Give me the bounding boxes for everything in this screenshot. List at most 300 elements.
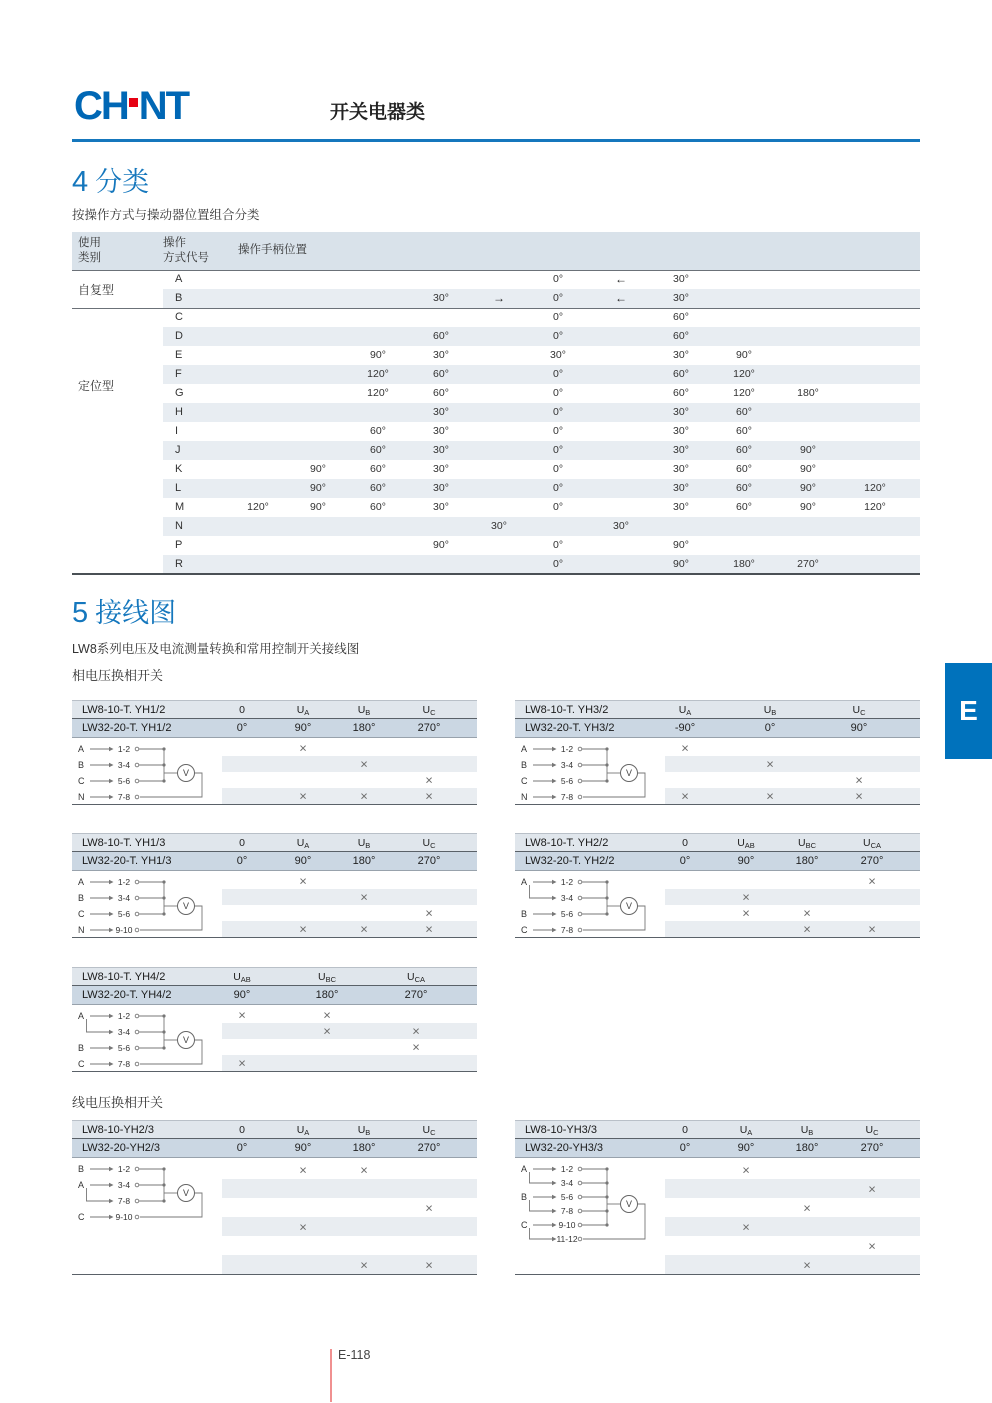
column-angle: 0° — [679, 855, 691, 867]
class-table-row — [72, 346, 920, 365]
handle-angle-value: 0° — [552, 330, 564, 342]
mark-row-stripe — [665, 740, 920, 756]
contact-closed-mark: × — [742, 1162, 750, 1177]
wiring-schematic — [519, 740, 669, 806]
mark-row-stripe — [222, 1198, 477, 1217]
section4-title — [72, 160, 149, 199]
block-header-angles — [72, 719, 477, 738]
phase-label: B — [521, 909, 528, 920]
block-header-angles — [72, 852, 477, 871]
handle-angle-value: 90° — [736, 349, 752, 361]
column-label: $U_{AB}$ — [737, 837, 755, 850]
handle-angle-value: 60° — [370, 482, 386, 494]
section5-subtitle: LW8系列电压及电流测量转换和常用控制开关接线图 — [72, 642, 360, 656]
handle-angle-value: 120° — [733, 387, 755, 399]
contact-label: 9-10 — [115, 925, 133, 936]
header-op-line1: 操作 — [163, 237, 186, 249]
model-name-top: LW8-10-T. YH1/3 — [82, 837, 166, 849]
wiring-block-yh32 — [515, 700, 920, 804]
phase-label: N — [521, 792, 528, 803]
phase-label: C — [521, 925, 528, 936]
logo-text-right: NT — [138, 84, 189, 128]
class-table-row — [72, 441, 920, 460]
column-label: $U_C$ — [865, 1124, 879, 1137]
svg-text:V: V — [182, 768, 190, 779]
contact-label: 5-6 — [117, 909, 131, 920]
handle-angle-value: 60° — [736, 482, 752, 494]
block-bottom-line — [515, 1274, 920, 1275]
handle-angle-value: 60° — [673, 368, 689, 380]
phase-label: B — [521, 760, 528, 771]
handle-angle-value: 30° — [433, 482, 449, 494]
column-angle: -90° — [674, 722, 696, 734]
column-label: $U_C$ — [422, 1124, 436, 1137]
mark-row-stripe — [665, 921, 920, 937]
section4-number: 4 — [72, 166, 89, 198]
mark-row-stripe — [222, 873, 477, 889]
model-name-bottom: LW32-20-T. YH1/2 — [82, 722, 172, 734]
column-angle: 0° — [236, 855, 248, 867]
contact-closed-mark: × — [299, 921, 307, 937]
contact-closed-mark: × — [238, 1007, 246, 1023]
column-label: 0 — [239, 837, 245, 849]
block-header-angles — [515, 852, 920, 871]
handle-angle-value: 90° — [800, 444, 816, 456]
handle-angle-value: 90° — [673, 558, 689, 570]
handle-angle-value: 30° — [613, 520, 629, 532]
wiring-schematic — [519, 873, 669, 939]
section4-title-text: 分类 — [95, 167, 150, 197]
contact-closed-mark: × — [425, 772, 433, 788]
contact-label: 3-4 — [117, 1027, 131, 1038]
row-shade — [163, 365, 920, 384]
column-label: $U_{BC}$ — [797, 837, 817, 850]
model-name-top: LW8-10-T. YH2/2 — [525, 837, 609, 849]
mark-row-stripe — [222, 889, 477, 905]
table-line-bottom — [72, 573, 920, 575]
handle-angle-value: 90° — [310, 482, 326, 494]
classification-table-header — [72, 232, 920, 270]
wiring-schematic — [76, 873, 226, 939]
mark-row-stripe — [665, 873, 920, 889]
phase-label: N — [78, 925, 85, 936]
phase-voltage-group-label: 相电压换相开关 — [72, 668, 164, 683]
phase-label: A — [78, 1011, 85, 1022]
phase-label: A — [78, 1180, 85, 1191]
mark-row-stripe — [665, 1160, 920, 1179]
contact-closed-mark: × — [803, 905, 811, 921]
svg-text:V: V — [182, 901, 190, 912]
contact-closed-mark: × — [299, 873, 307, 889]
handle-angle-value: 180° — [733, 558, 755, 570]
handle-angle-value: 30° — [491, 520, 507, 532]
mark-row-stripe — [222, 1007, 477, 1023]
handle-angle-value: 0° — [552, 463, 564, 475]
operation-code: D — [175, 330, 183, 342]
class-table-row — [72, 289, 920, 308]
contact-closed-mark: × — [742, 889, 750, 905]
contact-closed-mark: × — [681, 788, 689, 804]
contact-label: 5-6 — [117, 776, 131, 787]
contact-closed-mark: × — [766, 756, 774, 772]
column-angle: 90° — [233, 989, 251, 1001]
row-shade — [163, 517, 920, 536]
direction-arrow-icon: ← — [615, 271, 627, 286]
column-label: $U_C$ — [422, 704, 436, 717]
contact-closed-mark: × — [360, 756, 368, 772]
class-table-row — [72, 517, 920, 536]
contact-closed-mark: × — [868, 921, 876, 937]
column-angle: 0° — [236, 1142, 248, 1154]
contact-closed-mark: × — [742, 905, 750, 921]
contact-closed-mark: × — [425, 1257, 433, 1272]
column-label: $U_A$ — [296, 1124, 310, 1137]
phase-label: C — [78, 1212, 85, 1223]
operation-code: B — [175, 292, 183, 304]
phase-label: A — [521, 877, 528, 888]
contact-closed-mark: × — [425, 788, 433, 804]
handle-angle-value: 30° — [433, 444, 449, 456]
operation-code: H — [175, 406, 183, 418]
contact-label: 5-6 — [560, 776, 574, 787]
column-angle: 270° — [417, 722, 441, 734]
mark-row-stripe — [222, 1236, 477, 1255]
contact-closed-mark: × — [412, 1039, 420, 1055]
handle-angle-value: 60° — [433, 368, 449, 380]
column-label: $U_{BC}$ — [317, 971, 337, 984]
contact-label: 3-4 — [117, 760, 131, 771]
mark-row-stripe — [665, 1255, 920, 1274]
classification-table — [72, 232, 920, 574]
svg-text:V: V — [182, 1035, 190, 1046]
column-label: $U_A$ — [296, 837, 310, 850]
side-tab-e: E — [945, 663, 992, 759]
mark-row-stripe — [665, 889, 920, 905]
operation-code: F — [175, 368, 182, 380]
model-name-bottom: LW32-20-T. YH4/2 — [82, 989, 172, 1001]
handle-angle-value: 120° — [864, 482, 886, 494]
wiring-schematic — [76, 740, 226, 806]
contact-label: 5-6 — [560, 1192, 574, 1203]
phase-label: C — [521, 776, 528, 787]
contact-closed-mark: × — [360, 889, 368, 905]
contact-label: 1-2 — [117, 877, 131, 888]
phase-label: A — [521, 1164, 528, 1175]
operation-code: E — [175, 349, 183, 361]
operation-code: K — [175, 463, 183, 475]
column-angle: 270° — [860, 855, 884, 867]
contact-closed-mark: × — [360, 921, 368, 937]
column-label: $U_{CA}$ — [406, 971, 426, 984]
contact-closed-mark: × — [299, 740, 307, 756]
wiring-block-yh23 — [72, 1120, 477, 1274]
direction-arrow-icon: → — [493, 290, 505, 305]
contact-closed-mark: × — [238, 1055, 246, 1071]
operation-code: C — [175, 311, 183, 323]
handle-angle-value: 60° — [370, 425, 386, 437]
operation-code: M — [175, 501, 185, 513]
row-shade — [163, 327, 920, 346]
column-label: $U_B$ — [357, 837, 371, 850]
wiring-schematic — [519, 1160, 669, 1250]
handle-angle-value: 0° — [552, 311, 564, 323]
column-label: $U_C$ — [422, 837, 436, 850]
mark-row-stripe — [222, 788, 477, 804]
mark-row-stripe — [222, 1217, 477, 1236]
contact-closed-mark: × — [868, 1238, 876, 1253]
section4-subtitle: 按操作方式与操动器位置组合分类 — [72, 208, 260, 222]
column-angle: 180° — [352, 722, 376, 734]
block-header-model — [515, 833, 920, 852]
model-name-bottom: LW32-20-T. YH3/2 — [525, 722, 615, 734]
contact-label: 3-4 — [117, 893, 131, 904]
handle-angle-value: 30° — [433, 349, 449, 361]
block-header-model — [72, 967, 477, 986]
handle-angle-value: 120° — [367, 368, 389, 380]
mark-row-stripe — [665, 905, 920, 921]
direction-arrow-icon: ← — [615, 290, 627, 305]
handle-angle-value: 0° — [552, 368, 564, 380]
handle-angle-value: 30° — [433, 425, 449, 437]
column-angle: 90° — [737, 1142, 755, 1154]
wiring-block-yh12 — [72, 700, 477, 804]
contact-closed-mark: × — [412, 1023, 420, 1039]
contact-label: 5-6 — [560, 909, 574, 920]
handle-angle-value: 60° — [370, 444, 386, 456]
contact-closed-mark: × — [299, 1219, 307, 1234]
block-bottom-line — [72, 1274, 477, 1275]
column-angle: 180° — [352, 855, 376, 867]
mark-row-stripe — [222, 1160, 477, 1179]
mark-row-stripe — [665, 1179, 920, 1198]
phase-label: C — [78, 909, 85, 920]
handle-angle-value: 90° — [800, 501, 816, 513]
column-angle: 90° — [294, 855, 312, 867]
handle-angle-value: 0° — [552, 482, 564, 494]
mark-row-stripe — [222, 1055, 477, 1071]
class-table-row — [72, 403, 920, 422]
handle-angle-value: 180° — [797, 387, 819, 399]
contact-closed-mark: × — [803, 921, 811, 937]
mark-row-stripe — [222, 921, 477, 937]
contact-closed-mark: × — [360, 1162, 368, 1177]
contact-closed-mark: × — [855, 772, 863, 788]
phase-label: A — [78, 877, 85, 888]
contact-closed-mark: × — [425, 921, 433, 937]
phase-label: C — [521, 1220, 528, 1231]
wiring-block-yh42 — [72, 967, 477, 1071]
operation-code: G — [175, 387, 184, 399]
contact-label: 3-4 — [560, 1178, 574, 1189]
class-table-row — [72, 270, 920, 289]
operation-code: L — [175, 482, 182, 494]
column-label: $U_B$ — [357, 704, 371, 717]
table-line-header — [72, 270, 920, 271]
block-header-model — [72, 1120, 477, 1139]
contact-closed-mark: × — [299, 788, 307, 804]
wiring-schematic — [76, 1007, 226, 1073]
contact-label: 11-12 — [556, 1234, 578, 1245]
handle-angle-value: 0° — [552, 406, 564, 418]
contact-label: 3-4 — [117, 1180, 131, 1191]
header-usage-line2: 类别 — [78, 252, 101, 264]
column-label: $U_A$ — [296, 704, 310, 717]
class-table-row — [72, 365, 920, 384]
contact-closed-mark: × — [868, 1181, 876, 1196]
handle-angle-value: 30° — [433, 406, 449, 418]
class-table-row — [72, 479, 920, 498]
class-table-row — [72, 460, 920, 479]
model-name-top: LW8-10-T. YH3/2 — [525, 704, 609, 716]
contact-label: 3-4 — [560, 760, 574, 771]
column-angle: 180° — [795, 1142, 819, 1154]
contact-label: 1-2 — [117, 1011, 131, 1022]
contact-closed-mark: × — [425, 1200, 433, 1215]
mark-row-stripe — [665, 1236, 920, 1255]
handle-angle-value: 90° — [310, 501, 326, 513]
svg-text:V: V — [182, 1188, 190, 1199]
handle-angle-value: 30° — [673, 292, 689, 304]
column-angle: 90° — [294, 722, 312, 734]
mark-row-stripe — [665, 1198, 920, 1217]
mark-row-stripe — [665, 756, 920, 772]
line-voltage-group-label: 线电压换相开关 — [72, 1095, 164, 1110]
wiring-block-yh13 — [72, 833, 477, 937]
header-rule — [72, 139, 920, 142]
handle-angle-value: 0° — [552, 273, 564, 285]
handle-angle-value: 30° — [673, 444, 689, 456]
section5-number: 5 — [72, 597, 89, 629]
group-label-self-reset: 自复型 — [78, 283, 115, 297]
column-label: $U_B$ — [357, 1124, 371, 1137]
contact-closed-mark: × — [360, 1257, 368, 1272]
contact-label: 7-8 — [117, 792, 131, 803]
column-label: 0 — [682, 837, 688, 849]
column-angle: 0° — [236, 722, 248, 734]
phase-label: A — [78, 744, 85, 755]
handle-angle-value: 30° — [673, 501, 689, 513]
mark-row-stripe — [222, 1039, 477, 1055]
class-table-row — [72, 327, 920, 346]
page-title: 开关电器类 — [330, 102, 426, 123]
handle-angle-value: 60° — [736, 444, 752, 456]
block-header-model — [72, 700, 477, 719]
column-label: 0 — [239, 1124, 245, 1136]
handle-angle-value: 120° — [367, 387, 389, 399]
handle-angle-value: 30° — [673, 425, 689, 437]
column-label: $U_A$ — [739, 1124, 753, 1137]
phase-label: B — [78, 893, 85, 904]
footer-red-line — [330, 1349, 332, 1402]
wiring-block-yh33 — [515, 1120, 920, 1274]
contact-closed-mark: × — [299, 1162, 307, 1177]
handle-angle-value: 120° — [864, 501, 886, 513]
operation-code: A — [175, 273, 183, 285]
operation-code: I — [175, 425, 179, 437]
handle-angle-value: 90° — [370, 349, 386, 361]
column-angle: 180° — [352, 1142, 376, 1154]
svg-text:V: V — [625, 1199, 633, 1210]
column-angle: 90° — [850, 722, 868, 734]
column-angle: 0° — [764, 722, 776, 734]
handle-angle-value: 90° — [800, 482, 816, 494]
contact-closed-mark: × — [803, 1257, 811, 1272]
handle-angle-value: 60° — [736, 406, 752, 418]
handle-angle-value: 60° — [673, 387, 689, 399]
handle-angle-value: 0° — [552, 444, 564, 456]
handle-angle-value: 30° — [550, 349, 566, 361]
contact-label: 1-2 — [560, 1164, 574, 1175]
model-name-top: LW8-10-YH2/3 — [82, 1124, 154, 1136]
phase-label: B — [78, 1164, 85, 1175]
header-handle-position: 操作手柄位置 — [238, 244, 307, 256]
contact-label: 7-8 — [117, 1196, 131, 1207]
mark-row-stripe — [222, 1179, 477, 1198]
column-label: $U_C$ — [852, 704, 866, 717]
section5-title — [72, 591, 176, 630]
logo-red-dot-icon — [129, 98, 138, 107]
mark-row-stripe — [222, 1255, 477, 1274]
model-name-bottom: LW32-20-T. YH1/3 — [82, 855, 172, 867]
contact-label: 1-2 — [560, 877, 574, 888]
header-usage-line1: 使用 — [78, 237, 101, 249]
svg-text:V: V — [625, 768, 633, 779]
handle-angle-value: 30° — [433, 292, 449, 304]
page-number: E-118 — [338, 1348, 371, 1362]
column-label: $U_A$ — [678, 704, 692, 717]
svg-text:V: V — [625, 901, 633, 912]
handle-angle-value: 0° — [552, 292, 564, 304]
handle-angle-value: 30° — [433, 463, 449, 475]
mark-row-stripe — [222, 740, 477, 756]
block-header-angles — [72, 986, 477, 1005]
phase-label: C — [78, 1059, 85, 1070]
block-header-model — [515, 1120, 920, 1139]
logo-text-left: CH — [74, 84, 128, 128]
handle-angle-value: 60° — [736, 425, 752, 437]
phase-label: B — [521, 1192, 528, 1203]
contact-label: 3-4 — [560, 893, 574, 904]
handle-angle-value: 60° — [673, 330, 689, 342]
contact-closed-mark: × — [766, 788, 774, 804]
column-angle: 270° — [404, 989, 428, 1001]
handle-angle-value: 60° — [370, 463, 386, 475]
handle-angle-value: 120° — [247, 501, 269, 513]
phase-label: N — [78, 792, 85, 803]
mark-row-stripe — [665, 788, 920, 804]
handle-angle-value: 60° — [433, 387, 449, 399]
table-line-group-divider — [72, 308, 920, 309]
section5-title-text: 接线图 — [95, 598, 177, 628]
class-table-row — [72, 422, 920, 441]
handle-angle-value: 90° — [673, 539, 689, 551]
class-table-row — [72, 384, 920, 403]
handle-angle-value: 30° — [433, 501, 449, 513]
wiring-schematic — [76, 1160, 226, 1226]
row-shade — [163, 403, 920, 422]
group-label-positioning: 定位型 — [78, 379, 115, 393]
handle-angle-value: 30° — [673, 482, 689, 494]
contact-closed-mark: × — [323, 1023, 331, 1039]
mark-row-stripe — [222, 756, 477, 772]
operation-code: N — [175, 520, 183, 532]
handle-angle-value: 0° — [552, 387, 564, 399]
handle-angle-value: 60° — [736, 501, 752, 513]
contact-closed-mark: × — [681, 740, 689, 756]
column-angle: 270° — [860, 1142, 884, 1154]
phase-label: A — [521, 744, 528, 755]
operation-code: J — [175, 444, 181, 456]
